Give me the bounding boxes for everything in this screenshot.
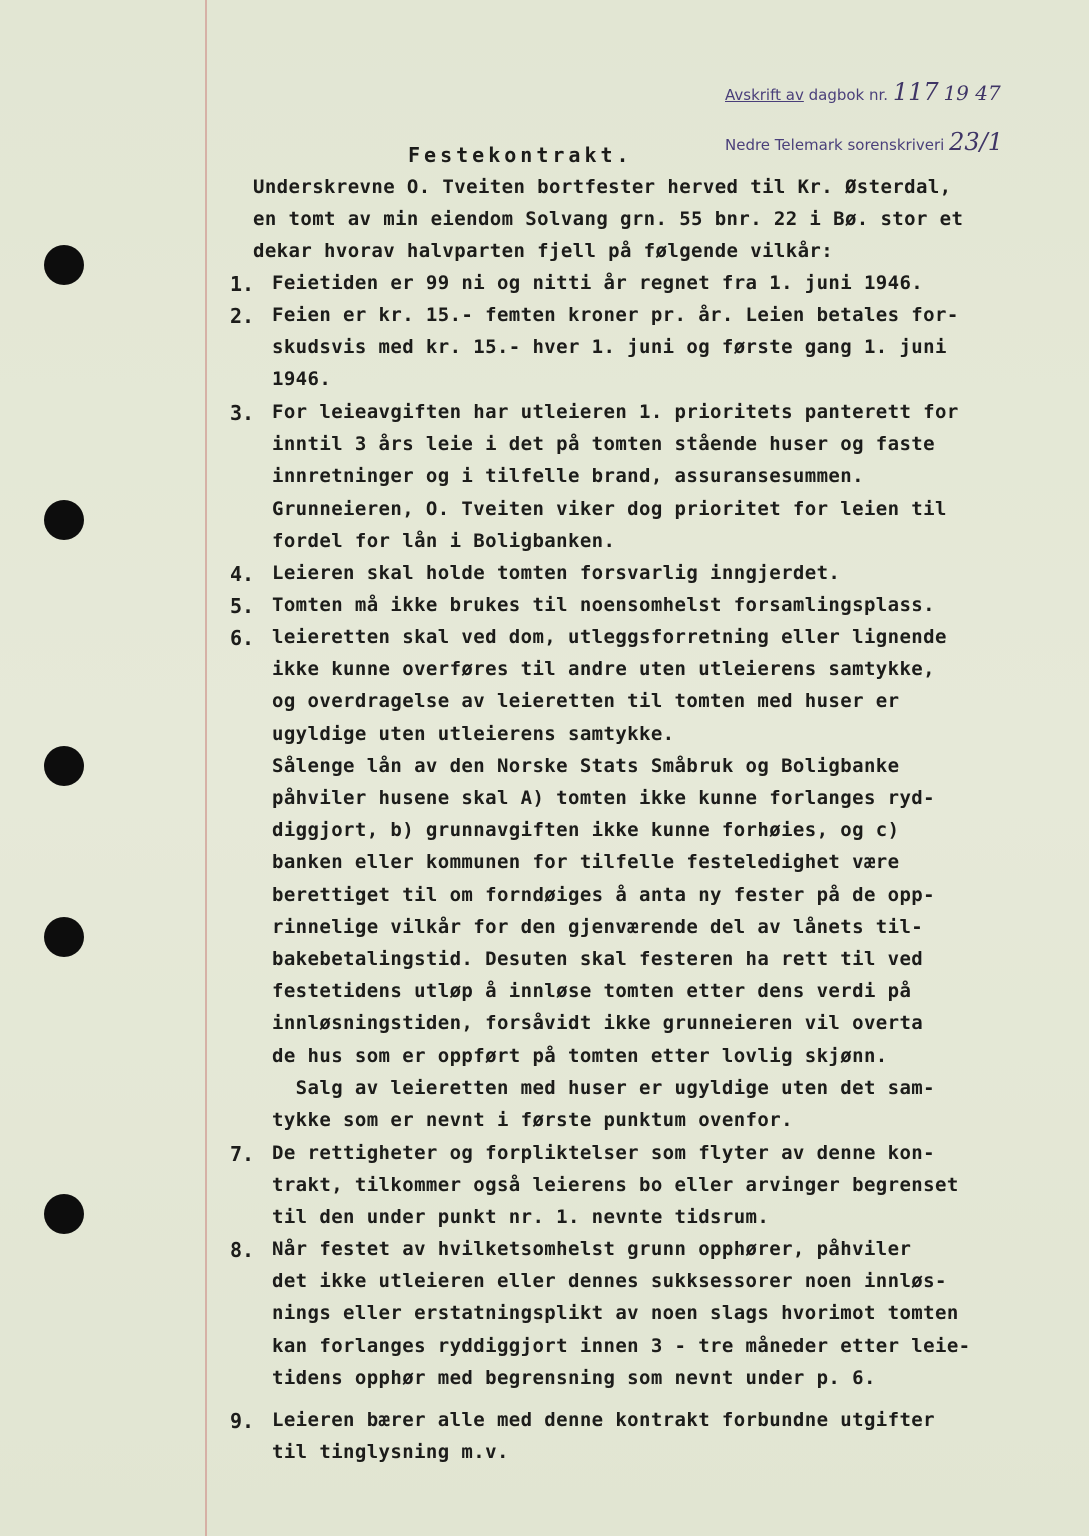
item-line: Feien er kr. 15.- femten kroner pr. år. Leien betales for- xyxy=(272,304,959,326)
punch-hole xyxy=(44,1194,84,1234)
item-number: 9. xyxy=(230,1409,255,1433)
margin-rule xyxy=(205,0,207,1536)
punch-hole xyxy=(44,746,84,786)
intro-line: en tomt av min eiendom Solvang grn. 55 bnr. 22 i Bø. stor et xyxy=(253,208,964,230)
item-line: til den under punkt nr. 1. nevnte tidsrum. xyxy=(272,1206,770,1229)
item-line: rinnelige vilkår for den gjenværende del av lånets til- xyxy=(272,915,924,938)
item-line: kan forlanges ryddiggjort innen 3 - tre måneder etter leie- xyxy=(272,1334,971,1357)
item-line: Tomten må ikke brukes til noensomhelst forsamlingsplass. xyxy=(272,594,935,616)
stamp-number: 117 xyxy=(892,78,939,106)
item-line: Feietiden er 99 ni og nitti år regnet fra 1. juni 1946. xyxy=(272,272,924,294)
item-line: og overdragelse av leieretten til tomten med huser er xyxy=(272,690,900,713)
item-number: 3. xyxy=(230,401,255,425)
registry-stamp-office xyxy=(725,128,1003,156)
item-line: diggjort, b) grunnavgiften ikke kunne forhøies, og c) xyxy=(272,819,900,842)
item-line: Salg av leieretten med huser er ugyldige uten det sam- xyxy=(272,1076,935,1099)
item-number: 2. xyxy=(230,304,255,328)
item-line: nings eller erstatningsplikt av noen slags hvorimot tomten xyxy=(272,1302,959,1325)
item-line: festetidens utløp å innløse tomten etter dens verdi på xyxy=(272,980,912,1003)
item-line: de hus som er oppført på tomten etter lovlig skjønn. xyxy=(272,1044,888,1067)
item-line: det ikke utleieren eller dennes sukksessorer noen innløs- xyxy=(272,1270,947,1293)
item-line: Når festet av hvilketsomhelst grunn opphører, påhviler xyxy=(272,1238,912,1260)
item-line: bakebetalingstid. Desuten skal festeren ha rett til ved xyxy=(272,948,924,970)
item-line: banken eller kommunen for tilfelle festeledighet være xyxy=(272,851,900,874)
item-line: Grunneieren, O. Tveiten viker dog prioritet for leien til xyxy=(272,497,947,520)
item-line: tykke som er nevnt i første punktum ovenfor. xyxy=(272,1109,793,1131)
item-line: leieretten skal ved dom, utleggsforretning eller lignende xyxy=(272,626,947,648)
stamp-office: Nedre Telemark sorenskriveri xyxy=(725,136,945,154)
item-line: Leieren skal holde tomten forsvarlig inngjerdet. xyxy=(272,562,841,584)
intro-line: Underskrevne O. Tveiten bortfester herved til Kr. Østerdal, xyxy=(253,176,952,198)
stamp-label-a: Avskrift av xyxy=(725,86,804,104)
punch-hole xyxy=(44,917,84,957)
intro-line: dekar hvorav halvparten fjell på følgende vilkår: xyxy=(253,240,834,262)
punch-hole xyxy=(44,245,84,285)
item-line: ugyldige uten utleierens samtykke. xyxy=(272,722,675,745)
item-line: innretninger og i tilfelle brand, assuransesummen. xyxy=(272,465,864,488)
item-line: skudsvis med kr. 15.- hver 1. juni og første gang 1. juni xyxy=(272,336,947,359)
item-number: 4. xyxy=(230,562,255,586)
item-line: påhviler husene skal A) tomten ikke kunne forlanges ryd- xyxy=(272,787,935,809)
registry-stamp xyxy=(725,78,1001,106)
item-line: innløsningstiden, forsåvidt ikke grunneieren vil overta xyxy=(272,1012,924,1035)
item-line: ikke kunne overføres til andre uten utleierens samtykke, xyxy=(272,658,935,681)
item-line: trakt, tilkommer også leierens bo eller arvinger begrenset xyxy=(272,1174,959,1197)
item-number: 1. xyxy=(230,272,255,296)
item-line: inntil 3 års leie i det på tomten stående huser og faste xyxy=(272,433,935,456)
stamp-year: 19 47 xyxy=(943,81,1001,105)
stamp-date: 23/1 xyxy=(949,128,1003,156)
item-line: 1946. xyxy=(272,368,332,391)
document-title: Festekontrakt. xyxy=(408,143,633,167)
item-number: 7. xyxy=(230,1142,255,1166)
item-line: til tinglysning m.v. xyxy=(272,1441,509,1464)
item-line: berettiget til om forndøiges å anta ny fester på de opp- xyxy=(272,883,935,906)
item-line: Leieren bærer alle med denne kontrakt forbundne utgifter xyxy=(272,1409,935,1431)
item-line: Sålenge lån av den Norske Stats Småbruk og Boligbanke xyxy=(272,754,900,777)
stamp-label-b: dagbok nr. xyxy=(808,86,889,104)
punch-hole xyxy=(44,500,84,540)
item-number: 6. xyxy=(230,626,255,650)
item-line: For leieavgiften har utleieren 1. prioritets panterett for xyxy=(272,401,959,423)
item-number: 5. xyxy=(230,594,255,618)
item-number: 8. xyxy=(230,1238,255,1262)
item-line: fordel for lån i Boligbanken. xyxy=(272,529,616,552)
item-line: De rettigheter og forpliktelser som flyter av denne kon- xyxy=(272,1142,935,1164)
item-line: tidens opphør med begrensning som nevnt under p. 6. xyxy=(272,1366,876,1389)
